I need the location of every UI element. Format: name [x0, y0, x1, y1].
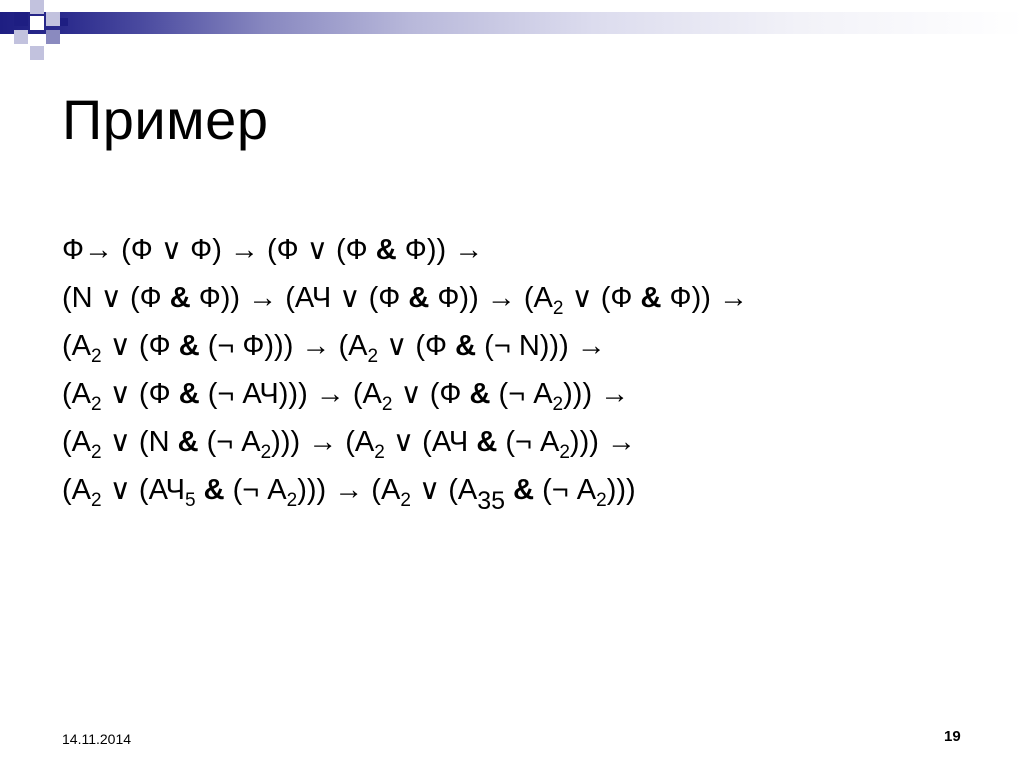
formula-text	[196, 474, 204, 506]
formula-text: (¬ А	[224, 474, 287, 506]
decor-square	[46, 30, 60, 44]
formula-text: ))) → (А	[271, 426, 375, 458]
and-symbol: &	[178, 378, 200, 410]
subscript: 2	[596, 490, 607, 511]
formula-text: (¬ А	[198, 426, 261, 458]
formula-text: ∨ (Ф	[563, 282, 641, 314]
subscript: 2	[552, 298, 564, 319]
formula-text: ∨ (N	[101, 426, 178, 458]
formula-text: Ф)) →	[661, 282, 748, 314]
formula-text: (А	[62, 330, 91, 362]
formula-text: ∨ (Ф	[392, 378, 470, 410]
formula-text: Ф→ (Ф ∨ Ф) → (Ф ∨ (Ф	[62, 234, 376, 266]
derivation-line	[62, 472, 982, 520]
formula-text: (А	[62, 378, 91, 410]
slide-title: Пример	[62, 88, 269, 151]
subscript: 2	[91, 490, 102, 511]
derivation-line	[62, 424, 982, 472]
subscript: 2	[559, 442, 570, 463]
formula-text: ∨ (Ф	[101, 330, 179, 362]
formula-text: (А	[62, 426, 91, 458]
subscript: 2	[91, 394, 102, 415]
formula-text: (¬ N))) →	[476, 330, 606, 362]
and-symbol: &	[375, 234, 397, 266]
formula-text: (¬ А	[534, 474, 597, 506]
subscript: 2	[91, 346, 102, 367]
subscript: 2	[91, 442, 102, 463]
formula-text: ∨ (АЧ	[384, 426, 477, 458]
formula-text: )))	[606, 474, 636, 506]
formula-text: Ф)) → (А	[429, 282, 553, 314]
and-symbol: &	[178, 330, 200, 362]
subscript: 2	[552, 394, 564, 415]
formula-text: (А	[62, 474, 91, 506]
decor-square	[30, 0, 44, 14]
and-symbol: &	[408, 282, 430, 314]
page-number: 19	[944, 728, 961, 745]
derivation-line	[62, 232, 982, 280]
top-gradient-band	[0, 12, 1024, 34]
and-symbol: &	[640, 282, 662, 314]
and-symbol: &	[169, 282, 191, 314]
derivation-line	[62, 328, 982, 376]
derivation-lines	[62, 232, 982, 520]
formula-text: ))) → (А	[297, 474, 401, 506]
subscript: 35	[477, 487, 506, 515]
formula-text: ))) →	[563, 378, 630, 410]
formula-text: ))) →	[569, 426, 636, 458]
formula-text: (¬ А	[490, 378, 553, 410]
subscript: 2	[381, 394, 393, 415]
decor-square	[30, 46, 44, 60]
formula-text: ∨ (АЧ	[101, 474, 185, 506]
formula-text	[505, 474, 513, 506]
formula-text: ∨ (А	[410, 474, 478, 506]
decor-square	[46, 12, 60, 26]
subscript: 2	[374, 442, 385, 463]
and-symbol: &	[455, 330, 477, 362]
and-symbol: &	[513, 474, 535, 506]
derivation-line	[62, 280, 982, 328]
formula-text: (N ∨ (Ф	[62, 282, 170, 314]
and-symbol: &	[469, 378, 491, 410]
formula-text: ∨ (Ф	[378, 330, 456, 362]
formula-text: ∨ (Ф	[101, 378, 179, 410]
formula-text: (¬ Ф))) → (А	[199, 330, 368, 362]
formula-text: (¬ А	[497, 426, 560, 458]
decor-square	[60, 18, 68, 26]
formula-text: (¬ АЧ))) → (А	[199, 378, 382, 410]
and-symbol: &	[203, 474, 225, 506]
subscript: 2	[260, 442, 272, 463]
and-symbol: &	[177, 426, 199, 458]
decor-square	[14, 30, 28, 44]
subscript: 5	[184, 490, 196, 511]
formula-text: Ф)) → (АЧ ∨ (Ф	[190, 282, 409, 314]
subscript: 2	[286, 490, 298, 511]
derivation-line	[62, 376, 982, 424]
subscript: 2	[367, 346, 379, 367]
subscript: 2	[400, 490, 411, 511]
footer-date: 14.11.2014	[62, 731, 132, 747]
formula-text: Ф)) →	[396, 234, 484, 266]
decor-square	[14, 12, 28, 26]
decor-square	[30, 16, 44, 30]
and-symbol: &	[476, 426, 498, 458]
